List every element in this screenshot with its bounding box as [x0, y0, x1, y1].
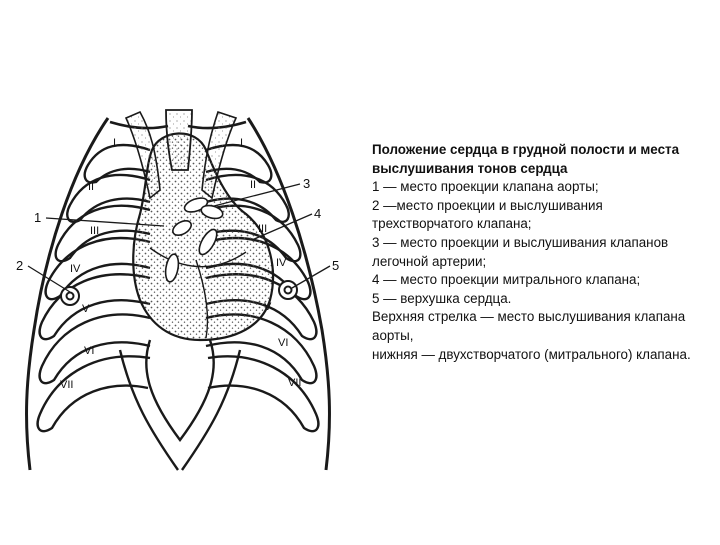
rib-label-left-4: IV [70, 263, 81, 275]
rib-label-left-1: I [113, 137, 117, 149]
rib-label-right-1: I [240, 137, 244, 149]
rib-label-right-3: III [258, 223, 268, 235]
caption-line-6: Верхняя стрелка — место выслушивания клапана аорты, [372, 309, 686, 343]
rib-label-left-6: VI [84, 345, 95, 357]
caption-line-3: 3 — место проекции и выслушивания клапанов легочной артерии; [372, 234, 669, 269]
rib-label-left-7: VII [60, 379, 74, 391]
rib-label-right-5: V [264, 301, 272, 313]
callout-3: 3 [303, 176, 311, 191]
caption-line-5: 5 — верхушка сердца. [372, 290, 512, 306]
caption-line-7: нижняя — двухстворчатого (митрального) клапана. [372, 346, 691, 362]
rib-label-right-7: VII [288, 377, 302, 389]
heart-chest-illustration [0, 0, 360, 540]
caption-line-1: 1 — место проекции клапана аорты; [372, 179, 599, 195]
figure-caption [372, 141, 707, 364]
rib-label-left-5: V [82, 303, 90, 315]
callout-5: 5 [332, 258, 340, 273]
callout-2: 2 [16, 258, 24, 273]
caption-line-4: 4 — место проекции митрального клапана; [372, 272, 641, 288]
caption-title: Положение сердца в грудной полости и места выслушивания тонов сердца [372, 142, 680, 176]
rib-label-right-4: IV [276, 257, 287, 269]
callout-1: 1 [34, 210, 42, 225]
caption-line-2: 2 —место проекции и выслушивания трехстворчатого клапана; [372, 197, 603, 232]
diaphragm [120, 340, 240, 470]
rib-label-left-2: II [88, 181, 95, 193]
rib-label-right-6: VI [278, 337, 289, 349]
callout-4: 4 [314, 206, 322, 221]
rib-label-right-2: II [250, 179, 257, 191]
rib-label-left-3: III [90, 225, 100, 237]
